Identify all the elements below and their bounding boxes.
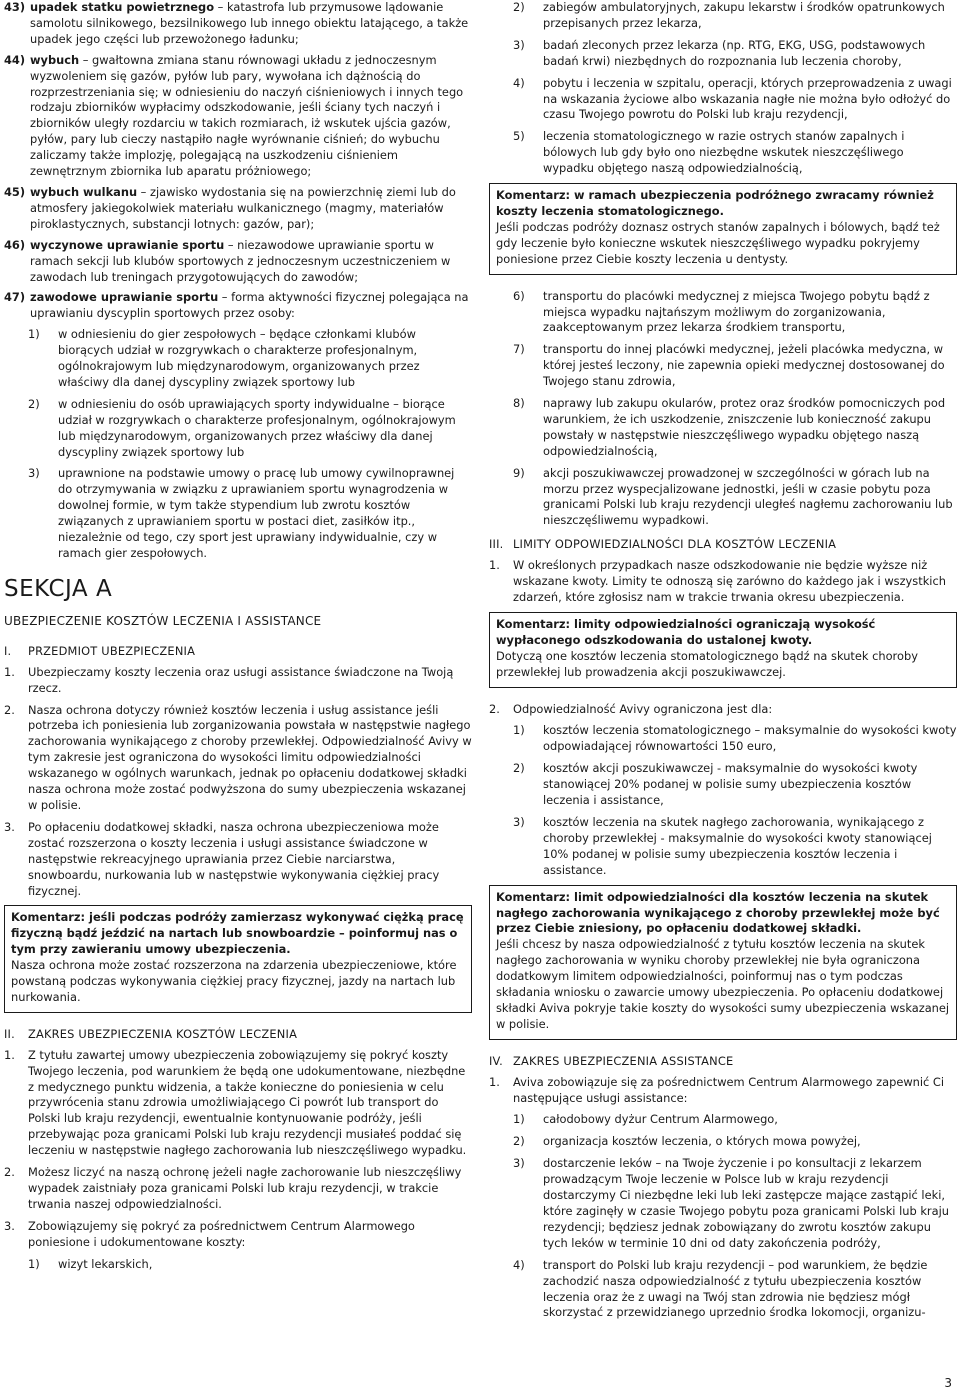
definition-term: wybuch — [30, 52, 80, 67]
definition-body — [30, 185, 472, 233]
definition-item — [4, 238, 472, 286]
definition-text: – niezawodowe uprawianie sportu w ramach sekcji lub klubów sportowych z jednoczesnym uczestniczeniem w zawodach lub treningach przygotowujących do zawodów; — [30, 237, 451, 284]
limity-sublist — [513, 723, 957, 878]
sublist-text: transportu do innej placówki medycznej, jeżeli placówka medyczna, w której jesteś leczony, nie zapewnia opieki medycznej dostosowanej do Twojego stanu zdrowia, — [543, 342, 945, 389]
sublist-text: kosztów leczenia na skutek nagłego zachorowania, wynikającego z choroby przewlekłej - maksymalnie do wysokości kwoty stanowiącej 10% podanej w polisie sumy ubezpieczenia kosztów leczenia i assistance. — [543, 814, 932, 877]
sublist-item — [513, 76, 957, 124]
item-number: 3. — [4, 1218, 15, 1233]
sublist-label: 2) — [513, 0, 525, 14]
sublist-item — [28, 327, 472, 391]
item-number: 3. — [4, 819, 15, 834]
definition-item — [4, 185, 472, 233]
sublist-text: uprawnione na podstawie umowy o pracę lub umowy cywilnoprawnej do otrzymywania w związku z uprawianiem sportu wynagrodzenia w dowolnej formie, w tym także stypendium lub zwrotu kosztów związanych z uprawianiem sportu w postaci diet, zasiłków itp., niezależnie od tego, czy sport jest uprawiany indywidualnie, czy w ramach gier zespołowych. — [58, 466, 455, 560]
sublist-item — [513, 466, 957, 530]
sublist-label: 3) — [28, 466, 40, 481]
sublist-label: 2) — [28, 396, 40, 411]
definition-text: – forma aktywności fizycznej polegająca na uprawianiu dyscyplin sportowych przez osoby: — [30, 290, 469, 321]
sublist-item — [513, 1258, 957, 1322]
numbered-item — [4, 703, 472, 814]
item-number: 2. — [489, 701, 500, 716]
definition-body — [30, 0, 472, 48]
assistance-sublist — [513, 1112, 957, 1321]
definition-number: 46) — [4, 237, 26, 252]
definition-body — [30, 290, 472, 322]
sublist-item — [513, 129, 957, 177]
sublist-item — [513, 38, 957, 70]
sublist-text: kosztów leczenia stomatologicznego – maksymalnie do wysokości kwoty odpowiadającej równowartości 150 euro, — [543, 723, 957, 754]
left-column — [4, 0, 472, 1279]
item-number: 1. — [4, 1047, 15, 1062]
numbered-item — [4, 1048, 472, 1159]
definition-body — [30, 53, 472, 180]
sublist-label: 8) — [513, 396, 525, 411]
sublist-text: kosztów akcji poszukiwawczej - maksymalnie do wysokości kwoty stanowiącej 20% podanej w polisie sumy ubezpieczenia kosztów leczenia i assistance, — [543, 761, 918, 808]
sublist-text: wizyt lekarskich, — [58, 1256, 153, 1271]
heading-text: PRZEDMIOT UBEZPIECZENIA — [28, 643, 196, 658]
heading-text: ZAKRES UBEZPIECZENIA ASSISTANCE — [513, 1053, 734, 1068]
sublist-label: 1) — [28, 1256, 40, 1271]
definition-term: wybuch wulkanu — [30, 184, 138, 199]
heading-assistance — [489, 1054, 957, 1070]
heading-zakres-leczenia — [4, 1027, 472, 1043]
sublist-label: 4) — [513, 1257, 525, 1272]
sublist-label: 1) — [513, 723, 525, 738]
definition-item — [4, 53, 472, 180]
zakres-leczenia-items — [4, 1048, 472, 1251]
comment-body: Jeśli chcesz by nasza odpowiedzialność z tytułu kosztów leczenia na skutek nagłego zachorowania w wyniku choroby przewlekłej nie była ograniczona dodatkowym limitem odpowiedzialności, poinformuj nas o tym podczas składania wniosku o zawarcie umowy ubezpieczenia. Po opłaceniu dodatkowej składki Aviva pokryje takie koszty do wysokości sumy ubezpieczenia wskazanej w polisie. — [496, 937, 950, 1031]
heading-number: IV. — [489, 1053, 503, 1068]
item-number: 2. — [4, 1165, 15, 1180]
numbered-item — [4, 1219, 472, 1251]
item-text: W określonych przypadkach nasze odszkodowanie nie będzie wyższe niż wskazane kwoty. Limity te odnoszą się zarówno do każdego jak i wszystkich zdarzeń, które zgłosisz nam w trakcie trwania okresu ubezpieczenia. — [513, 558, 946, 604]
section-title: SEKCJA A — [4, 575, 113, 602]
limity-item-1 — [489, 558, 957, 606]
sublist-text: leczenia stomatologicznego w razie ostrych stanów zapalnych i bólowych lub gdy było ono niezbędne wskutek nieszczęśliwego wypadku objętego naszą odpowiedzialnością, — [543, 129, 905, 176]
heading-number: I. — [4, 643, 12, 658]
sublist-text: w odniesieniu do gier zespołowych – będące członkami klubów biorących udział w rozgrywkach o charakterze profesjonalnym, ogólnokrajowym lub międzynarodowym, organizowanych przez właściwy dla danej dyscypliny związek sportowy lub — [58, 327, 420, 389]
definition-text: – zjawisko wydostania się na powierzchnię ziemi lub do atmosfery jakiegokolwiek materiału wulkanicznego (magmy, materiałów piroklastycznych, substancji lotnych: gazów, par); — [30, 184, 456, 231]
sublist-label: 2) — [513, 1134, 525, 1149]
sublist-item — [513, 0, 957, 32]
sublist-label: 2) — [513, 761, 525, 776]
definition-body — [30, 238, 472, 286]
comment-body: Jeśli podczas podróży doznasz ostrych stanów zapalnych i bólowych, bądź też gdy leczenie było konieczne wskutek nieszczęśliwego wypadku pokryjemy poniesione przez Ciebie koszty leczenia u dentysty. — [496, 219, 940, 266]
right-column — [489, 0, 957, 1327]
sublist-item — [28, 466, 472, 561]
definition-term: wyczynowe uprawianie sportu — [30, 237, 225, 252]
comment-box — [489, 612, 957, 688]
definition-number: 47) — [4, 290, 26, 305]
sublist-label: 4) — [513, 75, 525, 90]
comment-box — [489, 885, 957, 1040]
item-number: 2. — [4, 702, 15, 717]
sublist-item — [28, 1257, 472, 1273]
sublist-item — [513, 815, 957, 879]
item-text: Ubezpieczamy koszty leczenia oraz usługi assistance świadczone na Twoją rzecz. — [28, 664, 454, 695]
sublist-item — [513, 1156, 957, 1251]
sublist-text: pobytu i leczenia w szpitalu, operacji, których przeprowadzenia z uwagi na wskazania życiowe albo wskazania nagłe nie można było odłożyć do czasu Twojego powrotu do Polski lub kraju rezydencji, — [543, 75, 952, 122]
sublist-label: 9) — [513, 465, 525, 480]
item-text: Z tytułu zawartej umowy ubezpieczenia zobowiązujemy się pokryć koszty Twojego leczenia, pod warunkiem że będą one udokumentowane, niezbędne z medycznego punktu widzenia, a także konieczne do poniesienia w celu przywrócenia stanu zdrowia umożliwiającego Ci powrót lub transport do Polski lub kraju rezydencji, ewentualnie kontynuowanie podróży, jeśli przebywając poza granicami Polski lub kraju rezydencji musiałeś poddać się leczeniu w następstwie nagłego zachorowania lub nieszczęśliwego wypadku. — [28, 1047, 467, 1158]
sublist-item — [513, 289, 957, 337]
comment-title: Komentarz: w ramach ubezpieczenia podróżnego zwracamy również koszty leczenia stomatologicznego. — [496, 188, 934, 218]
definition-term: zawodowe uprawianie sportu — [30, 290, 219, 305]
comment-box — [4, 905, 472, 1012]
koszty-sublist-top — [513, 0, 957, 177]
sublist-item — [513, 396, 957, 460]
comment-box — [489, 183, 957, 275]
sublist-item — [513, 761, 957, 809]
definition-term: upadek statku powietrznego — [30, 0, 215, 14]
sublist-item — [28, 397, 472, 461]
heading-przedmiot — [4, 644, 472, 660]
sublist-label: 1) — [513, 1112, 525, 1127]
comment-title: Komentarz: limit odpowiedzialności dla kosztów leczenia na skutek nagłego zachorowania wynikającego z choroby przewlekłej może być przez Ciebie zniesiony, po opłaceniu dodatkowej składki. — [496, 889, 940, 936]
item-number: 1. — [489, 1074, 500, 1089]
item-number: 1. — [4, 664, 15, 679]
assistance-item-1 — [489, 1075, 957, 1107]
comment-title: Komentarz: limity odpowiedzialności ograniczają wysokość wypłaconego odszkodowania do ustalonej kwoty. — [496, 616, 876, 647]
definition-text: – katastrofa lub przymusowe lądowanie samolotu silnikowego, bezsilnikowego lub innego obiektu latającego, a także upadek jego części lub przewożonego ładunku; — [30, 0, 469, 46]
definitions-list — [4, 0, 472, 322]
heading-number: II. — [4, 1026, 15, 1041]
heading-text: ZAKRES UBEZPIECZENIA KOSZTÓW LECZENIA — [28, 1026, 298, 1041]
sublist-label: 3) — [513, 814, 525, 829]
sublist-text: transport do Polski lub kraju rezydencji – pod warunkiem, że będzie zachodzić nasza odpowiedzialność z tytułu ubezpieczenia kosztów leczenia oraz że z uwagi na Twój stan zdrowia nie będziesz mógł skorzystać z przewidzianego uprzednio środka lokomocji, organizu- — [543, 1257, 928, 1320]
limity-item-2 — [489, 702, 957, 718]
item-text: Zobowiązujemy się pokryć za pośrednictwem Centrum Alarmowego poniesione i udokumentowane koszty: — [28, 1218, 415, 1249]
item-number: 1. — [489, 558, 500, 573]
numbered-item — [4, 820, 472, 900]
sublist-text: transportu do placówki medycznej z miejsca Twojego pobytu bądź z miejsca wypadku najtańszym możliwym do zorganizowania, zaakceptowanym przez lekarza środkiem transportu, — [543, 288, 930, 335]
sublist-label: 5) — [513, 129, 525, 144]
sublist-text: zabiegów ambulatoryjnych, zakupu lekarstw i środków opatrunkowych przepisanych przez lekarza, — [543, 0, 945, 30]
sublist-text: całodobowy dyżur Centrum Alarmowego, — [543, 1112, 778, 1127]
definition-number: 44) — [4, 52, 26, 67]
numbered-item — [4, 1165, 472, 1213]
sublist-text: akcji poszukiwawczej prowadzonej w szczególności w górach lub na morzu przez wyspecjalizowane jednostki, jeśli w czasie pobytu poza granicami Polski lub kraju rezydencji uległeś nagłemu zachorowaniu lub nieszczęśliwemu wypadkowi. — [543, 465, 953, 528]
comment-body: Dotyczą one kosztów leczenia stomatologicznego bądź na skutek choroby przewlekłej lub prowadzenia akcji poszukiwawczej. — [496, 648, 918, 679]
comment-body: Nasza ochrona może zostać rozszerzona na zdarzenia ubezpieczeniowe, które powstaną podczas wykonywania ciężkiej pracy fizycznej, jazdy na nartach lub nurkowania. — [11, 958, 457, 1004]
przedmiot-items — [4, 665, 472, 900]
heading-limity — [489, 537, 957, 553]
comment-title: Komentarz: jeśli podczas podróży zamierzasz wykonywać ciężką pracę fizyczną bądź jeździć na nartach lub snowboardzie – poinformuj nas o tym przy zawieraniu umowy ubezpieczenia. — [11, 910, 464, 957]
definition-item — [4, 290, 472, 322]
sublist-label: 3) — [513, 1156, 525, 1171]
definition-47-sublist — [28, 327, 472, 562]
zakres-leczenia-sublist — [28, 1257, 472, 1273]
sublist-text: organizacja kosztów leczenia, o których mowa powyżej, — [543, 1134, 861, 1149]
definition-text: – gwałtowna zmiana stanu równowagi układu z jednoczesnym wyzwoleniem się gazów, pyłów lub pary, wywołana ich dążnością do rozprzestrzeniania się; w odniesieniu do naczyń ciśnieniowych i innych tego rodzaju zbiorników wypłacimy odszkodowanie, jeśli ściany tych naczyń i zbiorników uległy rozdarciu w takich rozmiarach, iż wskutek ujścia gazów, pyłów, pary lub cieczy nastąpiło nagłe wyrównanie ciśnień; do wybuchu zaliczamy także implozję, polegającą na uszkodzeniu ciśnieniem zewnętrznym zbiornika lub aparatu próżniowego; — [30, 52, 464, 179]
definition-number: 45) — [4, 184, 26, 199]
sublist-label: 3) — [513, 37, 525, 52]
koszty-sublist-mid — [513, 289, 957, 530]
definition-number: 43) — [4, 0, 26, 14]
sublist-text: w odniesieniu do osób uprawiających sporty indywidualne – biorące udział w rozgrywkach o charakterze profesjonalnym, ogólnokrajowym lub międzynarodowym, organizowanych przez właściwy dla danej dyscypliny związek sportowy lub — [58, 396, 456, 459]
section-subtitle: UBEZPIECZENIE KOSZTÓW LECZENIA I ASSISTANCE — [4, 613, 322, 628]
sublist-item — [513, 723, 957, 755]
sublist-text: naprawy lub zakupu okularów, protez oraz środków pomocniczych pod warunkiem, że ich uszkodzenie, zniszczenie lub konieczność zakupu powstały w następstwie nieszczęśliwego wypadku objętego naszą odpowiedzialnością, — [543, 396, 946, 458]
sublist-item — [513, 342, 957, 390]
numbered-item — [4, 665, 472, 697]
item-text: Możesz liczyć na naszą ochronę jeżeli nagłe zachorowanie lub nieszczęśliwy wypadek zaistniały poza granicami Polski lub kraju rezydencji, w trakcie trwania naszej odpowiedzialności. — [28, 1165, 462, 1211]
item-text: Aviva zobowiązuje się za pośrednictwem Centrum Alarmowego zapewnić Ci następujące usługi assistance: — [513, 1074, 945, 1105]
sublist-text: dostarczenie leków – na Twoje życzenie i po konsultacji z lekarzem prowadzącym Twoje leczenie w Polsce lub w kraju rezydencji dostarczymy Ci niezbędne leki lub leki zastępcze mające zastąpić leki, które zaginęły w czasie Twojego pobytu poza granicami Polski lub kraju rezydencji; będziesz jednak zobowiązany do zwrotu kosztów zakupu tych leków w terminie 10 dni od daty zakończenia podróży, — [543, 1156, 949, 1250]
heading-number: III. — [489, 537, 504, 552]
item-text: Po opłaceniu dodatkowej składki, nasza ochrona ubezpieczeniowa może zostać rozszerzona o koszty leczenia i usługi assistance świadczone w następstwie rekreacyjnego uprawiania przez Ciebie narciarstwa, snowboardu, nurkowania lub w następstwie wykonywania ciężkiej pracy fizycznej. — [28, 819, 440, 898]
sublist-label: 6) — [513, 288, 525, 303]
item-text: Nasza ochrona dotyczy również kosztów leczenia i usług assistance jeśli potrzeba ich poniesienia lub zorganizowania powstała w następstwie nagłego zachorowania wynikającego z choroby przewlekłej. Odpowiedzialność Avivy w tym zakresie jest ograniczona do wysokości limitu odpowiedzialności wskazanego w ogólnych warunkach, jednak po opłaceniu dodatkowej składki nasza ochrona może zostać podwyższona do sumy ubezpieczenia wskazanej w polisie. — [28, 702, 472, 812]
sublist-label: 7) — [513, 342, 525, 357]
sublist-text: badań zleconych przez lekarza (np. RTG, EKG, USG, podstawowych badań krwi) niezbędnych do rozpoznania lub leczenia choroby, — [543, 37, 926, 68]
sublist-item — [513, 1112, 957, 1128]
page-number: 3 — [944, 1376, 952, 1391]
item-text: Odpowiedzialność Avivy ograniczona jest dla: — [513, 701, 773, 716]
sublist-label: 1) — [28, 327, 40, 342]
sublist-item — [513, 1134, 957, 1150]
heading-text: LIMITY ODPOWIEDZIALNOŚCI DLA KOSZTÓW LECZENIA — [513, 537, 837, 552]
definition-item — [4, 0, 472, 48]
